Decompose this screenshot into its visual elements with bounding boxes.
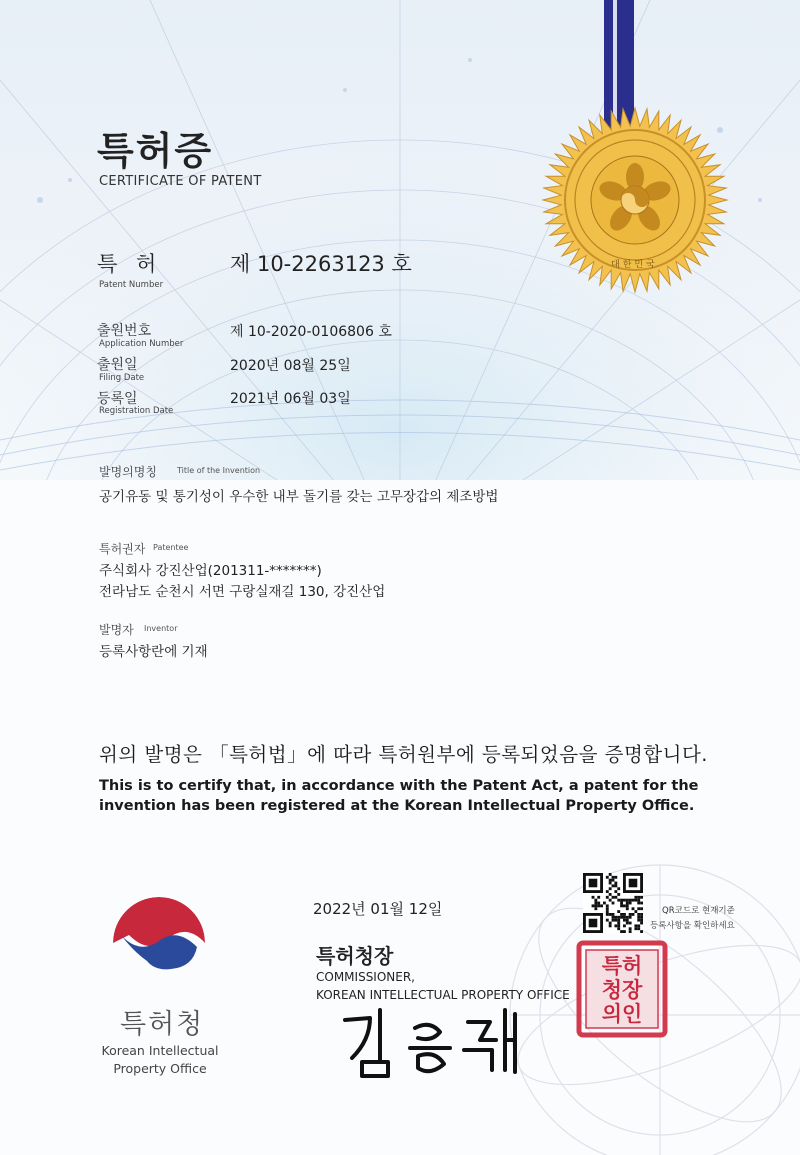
qr-note-line2: 등록사항을 확인하세요: [650, 921, 735, 931]
signature: [340, 1000, 540, 1080]
official-stamp: [576, 940, 668, 1038]
patentee-label: 특허권자: [99, 542, 146, 556]
application-number: 제 10-2020-0106806 호: [230, 324, 392, 340]
filing-label-en: Filing Date: [99, 373, 145, 383]
stamp-line3: 의인: [601, 1001, 643, 1026]
patentee-name: 주식회사 강진산업(201311-*******): [99, 563, 322, 579]
page-subtitle: CERTIFICATE OF PATENT: [99, 174, 262, 189]
patentee-address: 전라남도 순천시 서면 구랑실재길 130, 강진산업: [99, 584, 386, 600]
application-label-en: Application Number: [99, 339, 184, 349]
invention-label: 발명의명칭: [99, 465, 157, 479]
filing-date: 2020년 08월 25일: [230, 358, 351, 374]
stamp-text: [590, 954, 654, 1026]
issue-date: 2022년 01월 12일: [313, 900, 443, 918]
commissioner-title: 특허청장: [316, 944, 394, 968]
registration-date: 2021년 06월 03일: [230, 391, 351, 407]
invention-label-en: Title of the Invention: [177, 466, 261, 475]
statement-en: This is to certify that, in accordance with the Patent Act, a patent for the invention has been registered at the Korean Intellectual Property Office.: [99, 778, 699, 814]
invention-title: 공기유동 및 통기성이 우수한 내부 돌기를 갖는 고무장갑의 제조방법: [99, 489, 499, 505]
statement-ko: 위의 발명은 「특허법」에 따라 특허원부에 등록되었음을 증명합니다.: [99, 743, 708, 766]
registration-label: 등록일: [97, 391, 138, 407]
commissioner-line1: COMMISSIONER,: [316, 970, 415, 984]
filing-label: 출원일: [97, 357, 138, 373]
office-name-en: Korean Intellectual Property Office: [101, 1043, 219, 1076]
qr-note: [650, 904, 735, 934]
patent-number: 제 10-2263123 호: [230, 252, 412, 276]
inventor-label-en: Inventor: [144, 624, 178, 633]
stamp-line1: 특허: [601, 953, 643, 978]
gold-seal: [540, 105, 730, 295]
qr-code[interactable]: [583, 873, 643, 933]
inventor-value: 등록사항란에 기재: [99, 644, 208, 660]
seal-text: 대한민국: [611, 260, 658, 270]
commissioner-title-en: [316, 968, 570, 1004]
commissioner-line2: KOREAN INTELLECTUAL PROPERTY OFFICE: [316, 988, 570, 1002]
patent-label-en: Patent Number: [99, 280, 164, 290]
patentee-label-en: Patentee: [153, 543, 189, 552]
registration-label-en: Registration Date: [99, 406, 174, 416]
qr-note-line1: QR코드로 현재기준: [662, 906, 735, 916]
inventor-label: 발명자: [99, 623, 134, 637]
stamp-line2: 청장: [601, 977, 643, 1002]
application-label: 출원번호: [97, 323, 152, 339]
office-name-ko: 특허청: [120, 1009, 205, 1040]
patent-label: 특 허: [97, 252, 163, 276]
kipo-logo-icon: [111, 895, 207, 991]
page-title: 특허증: [97, 129, 214, 173]
